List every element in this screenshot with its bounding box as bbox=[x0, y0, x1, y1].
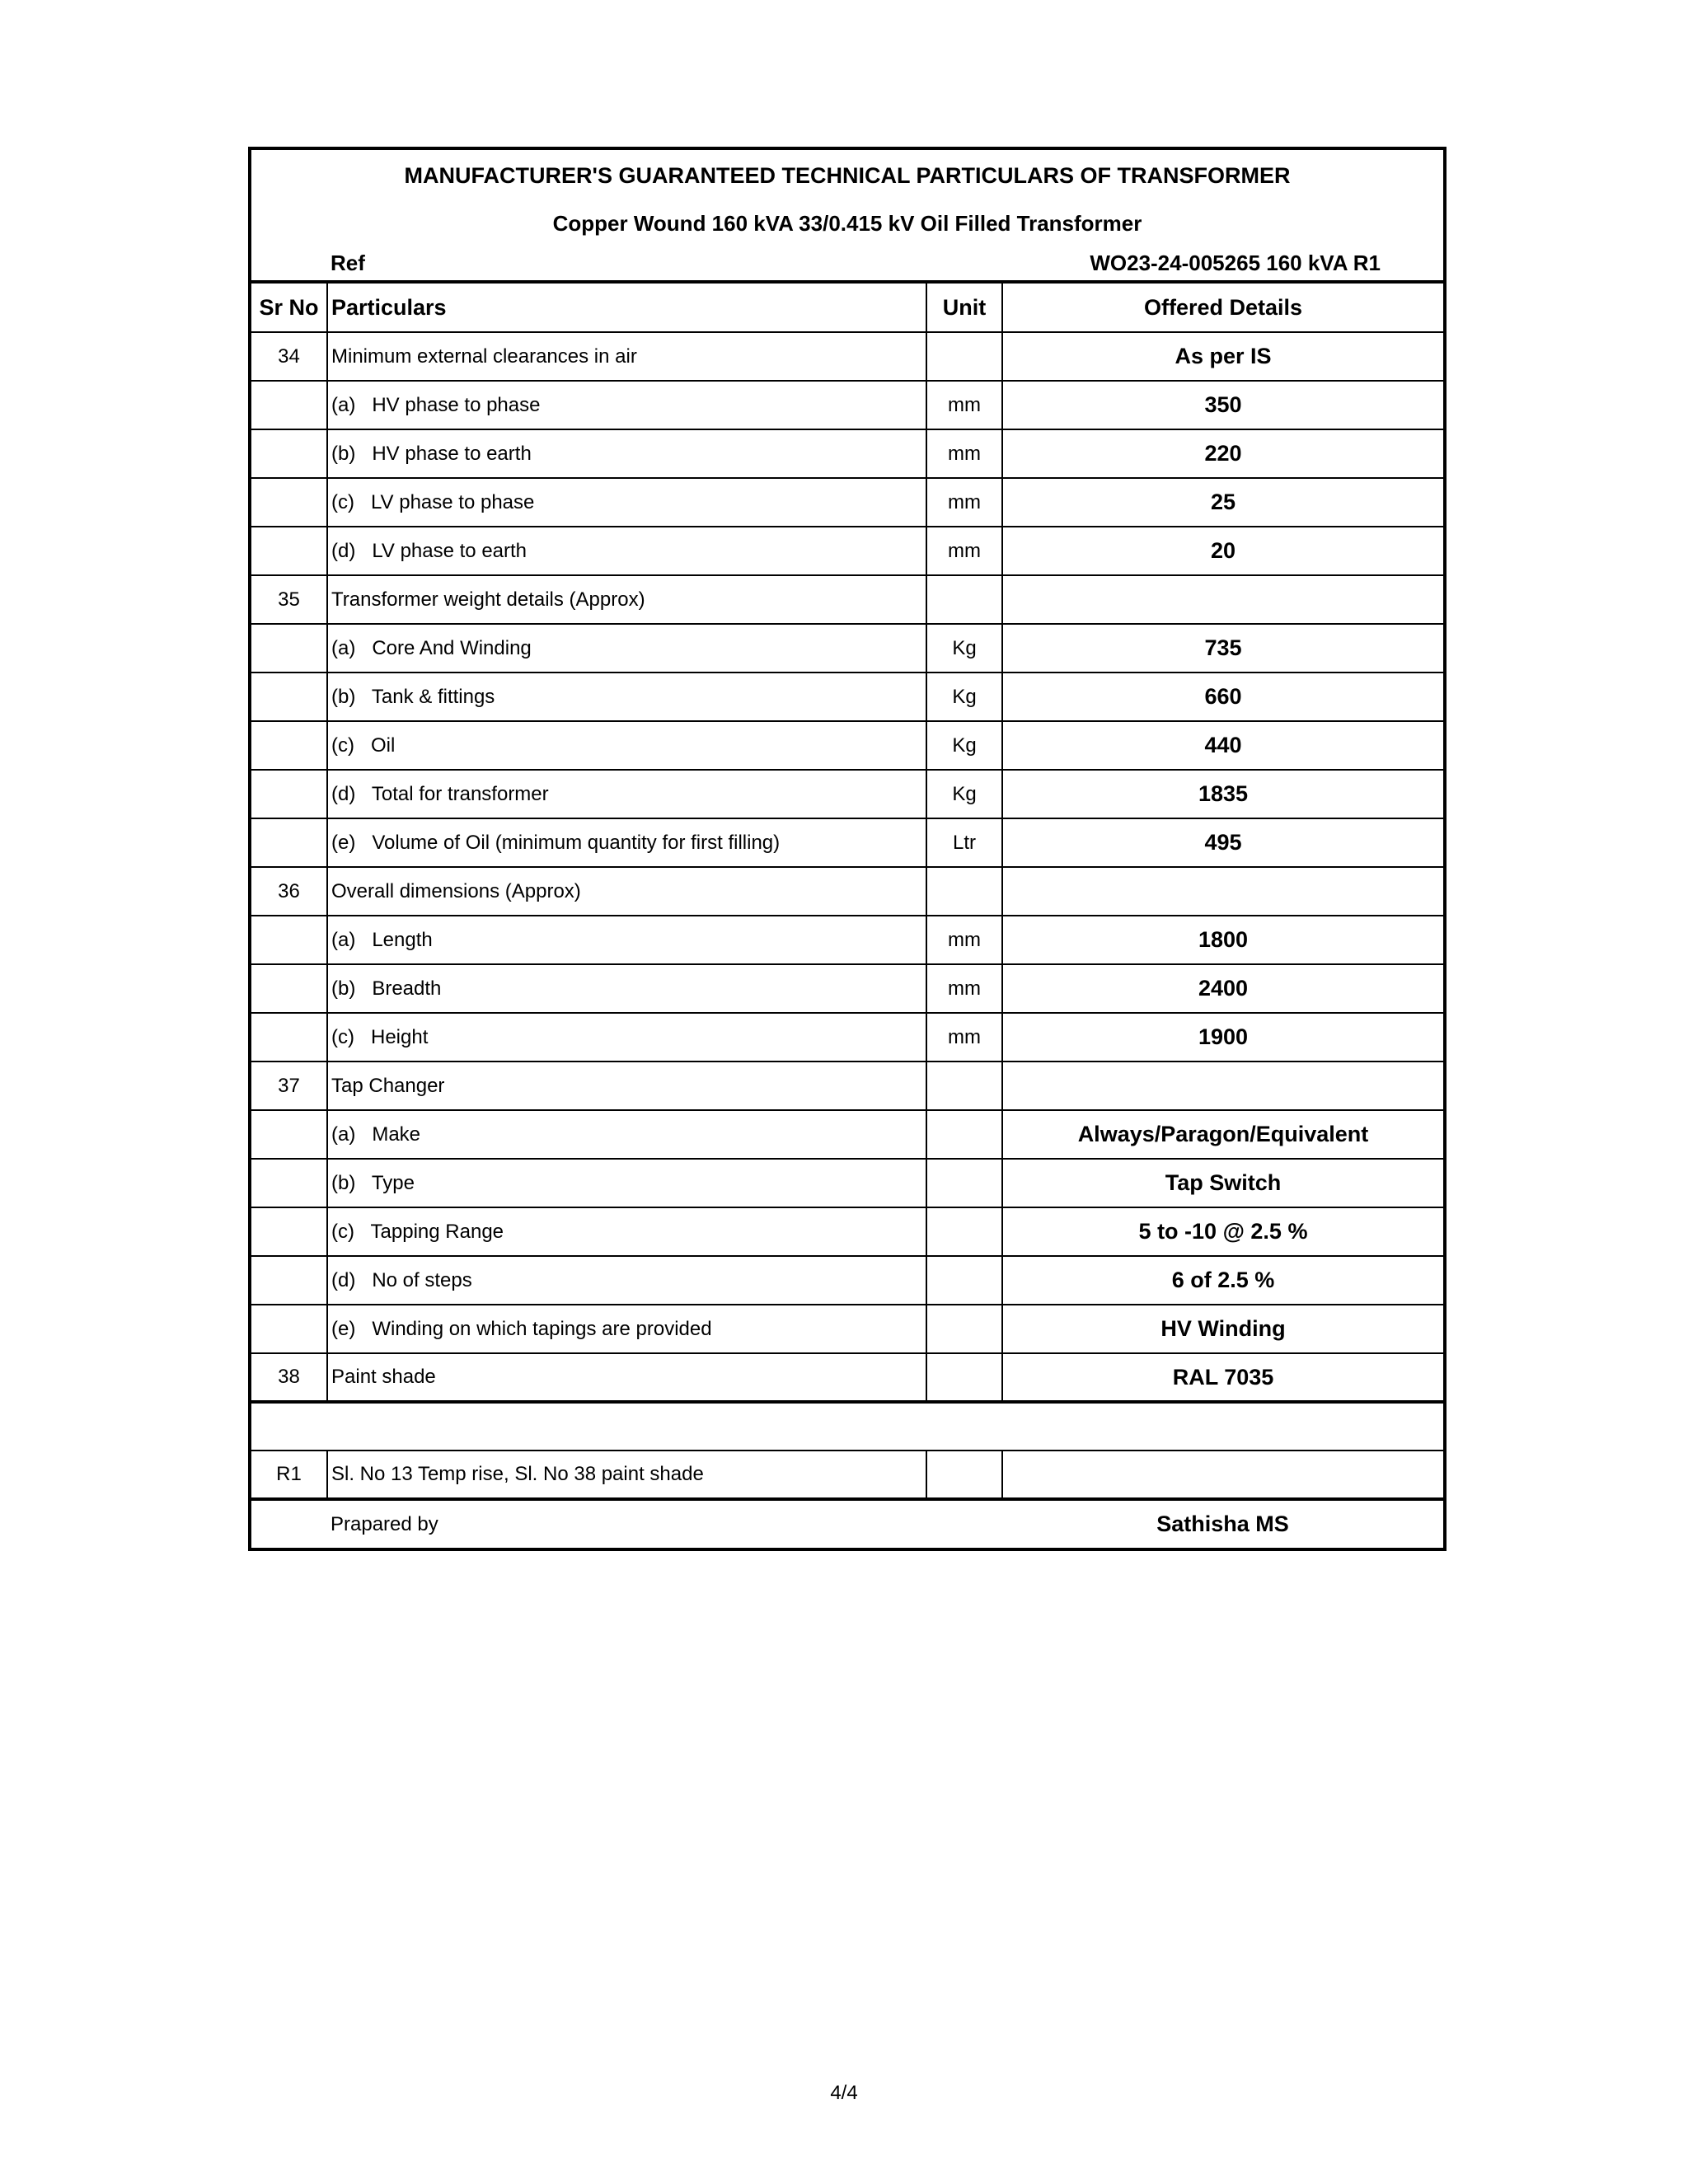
table-row bbox=[251, 429, 1443, 478]
sheet-header bbox=[251, 150, 1443, 284]
blank-row bbox=[251, 1402, 1443, 1451]
page-number: 4/4 bbox=[830, 2082, 858, 2104]
row-particular: (a) Make bbox=[327, 1110, 926, 1159]
row-particular: (b) Breadth bbox=[327, 964, 926, 1013]
table-row bbox=[251, 1305, 1443, 1353]
blank-cell bbox=[251, 1402, 1443, 1451]
row-offered-value: 2400 bbox=[1002, 964, 1443, 1013]
table-row bbox=[251, 1159, 1443, 1207]
row-unit bbox=[926, 575, 1002, 624]
column-header-offered-details: Offered Details bbox=[1002, 284, 1443, 332]
row-unit: Kg bbox=[926, 624, 1002, 673]
row-particular: Transformer weight details (Approx) bbox=[327, 575, 926, 624]
row-particular: (b) Tank & fittings bbox=[327, 673, 926, 721]
revision-value bbox=[1002, 1451, 1443, 1499]
document-title: MANUFACTURER'S GUARANTEED TECHNICAL PARTICULARS OF TRANSFORMER bbox=[404, 163, 1291, 188]
prepared-by-name: Sathisha MS bbox=[1156, 1511, 1289, 1536]
row-sr-no: 37 bbox=[251, 1062, 327, 1110]
row-sr-no: 36 bbox=[251, 867, 327, 916]
row-unit bbox=[926, 1305, 1002, 1353]
table-row bbox=[251, 575, 1443, 624]
revision-particular: Sl. No 13 Temp rise, Sl. No 38 paint shade bbox=[327, 1451, 926, 1499]
row-unit bbox=[926, 1062, 1002, 1110]
row-unit: mm bbox=[926, 478, 1002, 527]
row-sr-no bbox=[251, 770, 327, 818]
row-unit: mm bbox=[926, 381, 1002, 429]
row-particular: (d) No of steps bbox=[327, 1256, 926, 1305]
row-unit bbox=[926, 1353, 1002, 1402]
gtp-sheet bbox=[248, 147, 1447, 1551]
row-offered-value: 735 bbox=[1002, 624, 1443, 673]
table-row bbox=[251, 1013, 1443, 1062]
row-offered-value: HV Winding bbox=[1002, 1305, 1443, 1353]
row-sr-no bbox=[251, 1110, 327, 1159]
row-sr-no bbox=[251, 964, 327, 1013]
row-unit: mm bbox=[926, 1013, 1002, 1062]
row-particular: (d) LV phase to earth bbox=[327, 527, 926, 575]
row-sr-no bbox=[251, 624, 327, 673]
revision-row bbox=[251, 1451, 1443, 1499]
row-offered-value: 495 bbox=[1002, 818, 1443, 867]
row-offered-value: Always/Paragon/Equivalent bbox=[1002, 1110, 1443, 1159]
row-offered-value bbox=[1002, 575, 1443, 624]
row-unit: mm bbox=[926, 429, 1002, 478]
row-sr-no bbox=[251, 429, 327, 478]
row-sr-no bbox=[251, 1305, 327, 1353]
row-offered-value: 5 to -10 @ 2.5 % bbox=[1002, 1207, 1443, 1256]
row-particular: (c) LV phase to phase bbox=[327, 478, 926, 527]
row-unit bbox=[926, 1110, 1002, 1159]
row-offered-value: Tap Switch bbox=[1002, 1159, 1443, 1207]
row-sr-no bbox=[251, 527, 327, 575]
row-particular: (c) Height bbox=[327, 1013, 926, 1062]
row-offered-value: 220 bbox=[1002, 429, 1443, 478]
row-particular: Tap Changer bbox=[327, 1062, 926, 1110]
row-particular: (a) Core And Winding bbox=[327, 624, 926, 673]
row-offered-value bbox=[1002, 867, 1443, 916]
row-particular: Overall dimensions (Approx) bbox=[327, 867, 926, 916]
row-unit: mm bbox=[926, 527, 1002, 575]
table-row bbox=[251, 1110, 1443, 1159]
row-sr-no: 38 bbox=[251, 1353, 327, 1402]
row-unit: Ltr bbox=[926, 818, 1002, 867]
table-header-row bbox=[251, 284, 1443, 332]
row-offered-value: As per IS bbox=[1002, 332, 1443, 381]
row-offered-value: 20 bbox=[1002, 527, 1443, 575]
revision-unit bbox=[926, 1451, 1002, 1499]
table-row bbox=[251, 770, 1443, 818]
row-particular: (c) Oil bbox=[327, 721, 926, 770]
row-sr-no bbox=[251, 1013, 327, 1062]
table-row bbox=[251, 673, 1443, 721]
particulars-table bbox=[251, 284, 1443, 1548]
column-header-particulars: Particulars bbox=[327, 284, 926, 332]
row-particular: Minimum external clearances in air bbox=[327, 332, 926, 381]
row-sr-no bbox=[251, 1159, 327, 1207]
prepared-by-spacer bbox=[251, 1499, 327, 1548]
row-unit bbox=[926, 1207, 1002, 1256]
revision-sr: R1 bbox=[251, 1451, 327, 1499]
row-offered-value: RAL 7035 bbox=[1002, 1353, 1443, 1402]
prepared-by-label: Prapared by bbox=[331, 1512, 438, 1535]
row-particular: (a) HV phase to phase bbox=[327, 381, 926, 429]
row-sr-no bbox=[251, 1256, 327, 1305]
ref-value: WO23-24-005265 160 kVA R1 bbox=[1090, 251, 1381, 275]
row-sr-no bbox=[251, 916, 327, 964]
table-row bbox=[251, 332, 1443, 381]
row-offered-value: 1900 bbox=[1002, 1013, 1443, 1062]
table-row bbox=[251, 1207, 1443, 1256]
table-row bbox=[251, 1062, 1443, 1110]
row-offered-value: 350 bbox=[1002, 381, 1443, 429]
row-offered-value bbox=[1002, 1062, 1443, 1110]
column-header-sr-no: Sr No bbox=[251, 284, 327, 332]
table-row bbox=[251, 1353, 1443, 1402]
row-unit bbox=[926, 867, 1002, 916]
row-offered-value: 440 bbox=[1002, 721, 1443, 770]
row-unit: Kg bbox=[926, 673, 1002, 721]
row-unit: mm bbox=[926, 916, 1002, 964]
row-particular: (e) Volume of Oil (minimum quantity for first filling) bbox=[327, 818, 926, 867]
table-row bbox=[251, 624, 1443, 673]
row-offered-value: 6 of 2.5 % bbox=[1002, 1256, 1443, 1305]
table-row bbox=[251, 1256, 1443, 1305]
row-offered-value: 1835 bbox=[1002, 770, 1443, 818]
table-row bbox=[251, 867, 1443, 916]
row-sr-no bbox=[251, 818, 327, 867]
row-unit: Kg bbox=[926, 721, 1002, 770]
table-row bbox=[251, 381, 1443, 429]
row-unit bbox=[926, 332, 1002, 381]
row-particular: (d) Total for transformer bbox=[327, 770, 926, 818]
column-header-unit: Unit bbox=[926, 284, 1002, 332]
row-unit bbox=[926, 1256, 1002, 1305]
row-particular: (c) Tapping Range bbox=[327, 1207, 926, 1256]
row-particular: (a) Length bbox=[327, 916, 926, 964]
row-particular: Paint shade bbox=[327, 1353, 926, 1402]
row-particular: (e) Winding on which tapings are provided bbox=[327, 1305, 926, 1353]
row-sr-no bbox=[251, 721, 327, 770]
row-sr-no: 35 bbox=[251, 575, 327, 624]
row-sr-no bbox=[251, 478, 327, 527]
row-unit bbox=[926, 1159, 1002, 1207]
row-sr-no bbox=[251, 381, 327, 429]
table-body bbox=[251, 332, 1443, 1402]
table-row bbox=[251, 721, 1443, 770]
row-unit: mm bbox=[926, 964, 1002, 1013]
table-row bbox=[251, 818, 1443, 867]
row-particular: (b) HV phase to earth bbox=[327, 429, 926, 478]
document-subtitle: Copper Wound 160 kVA 33/0.415 kV Oil Filled Transformer bbox=[552, 211, 1142, 236]
row-offered-value: 25 bbox=[1002, 478, 1443, 527]
row-unit: Kg bbox=[926, 770, 1002, 818]
table-row bbox=[251, 964, 1443, 1013]
row-sr-no: 34 bbox=[251, 332, 327, 381]
prepared-by-row bbox=[251, 1499, 1443, 1548]
table-row bbox=[251, 916, 1443, 964]
ref-label: Ref bbox=[331, 251, 365, 275]
row-sr-no bbox=[251, 673, 327, 721]
table-row bbox=[251, 527, 1443, 575]
row-offered-value: 660 bbox=[1002, 673, 1443, 721]
row-sr-no bbox=[251, 1207, 327, 1256]
table-row bbox=[251, 478, 1443, 527]
row-offered-value: 1800 bbox=[1002, 916, 1443, 964]
row-particular: (b) Type bbox=[327, 1159, 926, 1207]
